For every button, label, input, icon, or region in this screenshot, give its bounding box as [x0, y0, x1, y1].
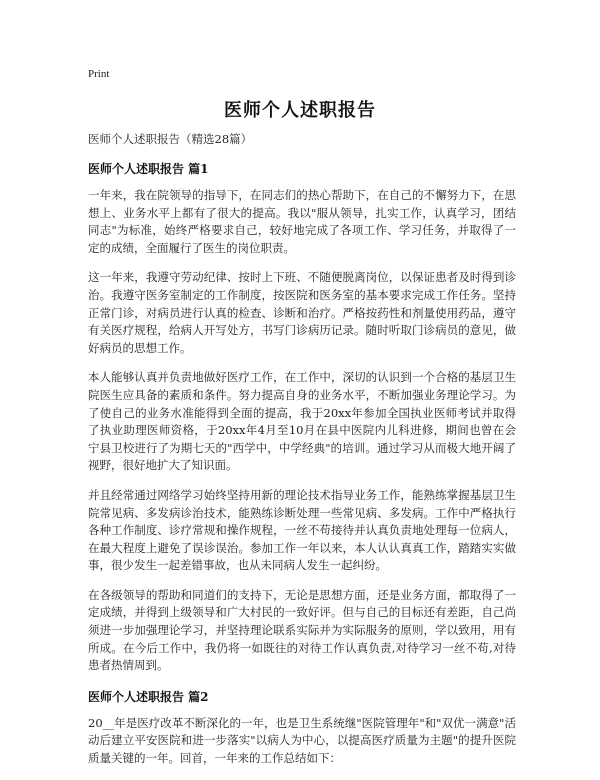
paragraph: 20__年是医疗改革不断深化的一年，也是卫生系统继"医院管理年"和"双优一满意"活动后建立平安医院和进一步落实"以病人为中心，以提高医疗质量为主题"的提升医院质量关键的一年。回首，一年来的工作总结如下：	[88, 715, 516, 766]
paragraph: 本人能够认真并负责地做好医疗工作，在工作中，深切的认识到一个合格的基层卫生院医生应具备的素质和条件。努力提高自身的业务水平，不断加强业务理论学习。为了使自己的业务水准能得到全面的提高，我于20xx年参加全国执业医师考试并取得了执业助理医师资格，于20xx年4月至10月在县中医院内儿科进修，期间也曾在会宁县卫校进行了为期七天的"西学中，中学经典"的培训。通过学习从而极大地开阔了视野，很好地扩大了知识面。	[88, 370, 516, 473]
section-2	[88, 689, 516, 768]
section-heading: 医师个人述职报告 篇2	[88, 689, 209, 704]
document-title: 医师个人述职报告	[224, 100, 376, 121]
section-heading: 医师个人述职报告 篇1	[88, 162, 209, 176]
paragraph: 并且经常通过网络学习始终坚持用新的理论技术指导业务工作，能熟练掌握基层卫生院常见病、多发病诊治技术，能熟练诊断处理一些常见病、多发病。工作中严格执行各种工作制度、诊疗常规和操作规程，一丝不苟接待并认真负责地处理每一位病人，在最大程度上避免了误诊误治。参加工作一年以来，本人认认真真工作，踏踏实实做事，很少发生一起差错事故，也从未同病人发生一起纠纷。	[88, 487, 516, 573]
print-label: Print	[88, 68, 110, 80]
paragraph: 在各级领导的帮助和同道们的支持下，无论是思想方面，还是业务方面，都取得了一定成绩，并得到上级领导和广大村民的一致好评。但与自己的目标还有差距，自己尚须进一步加强理论学习，并坚持理论联系实际并为实际服务的原则，学以致用，用有所成。在今后工作中，我仍将一如既往的对待工作认真负责,对待学习一丝不苟,对待患者热情周到。	[88, 587, 516, 673]
section-1	[88, 161, 516, 675]
document-body	[88, 131, 516, 780]
paragraph: 这一年来，我遵守劳动纪律、按时上下班、不随便脱离岗位，以保证患者及时得到诊治。我遵守医务室制定的工作制度，按医院和医务室的基本要求完成工作任务。坚持正常门诊，对病员进行认真的检查、诊断和治疗。严格按药性和剂量使用药品，遵守有关医疗规程，给病人开写处方，书写门诊病历记录。随时听取门诊病员的意见，做好病员的思想工作。	[88, 270, 516, 355]
document-subtitle: 医师个人述职报告（精选28篇）	[88, 132, 253, 146]
paragraph: 一年来，我在院领导的指导下，在同志们的热心帮助下，在自己的不懈努力下，在思想上、业务水平上都有了很大的提高。我以"服从领导，扎实工作，认真学习，团结同志"为标准，始终严格要求自己，较好地完成了各项工作、学习任务，并取得了一定的成绩，全面履行了医生的岗位职责。	[88, 188, 516, 255]
